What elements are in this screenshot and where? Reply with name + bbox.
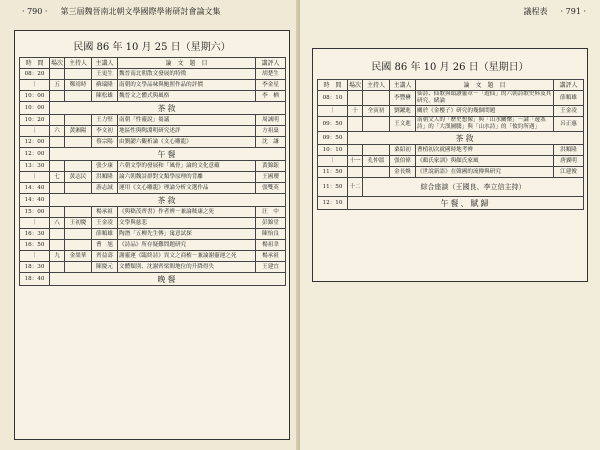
time-cell: 13：30 bbox=[20, 161, 50, 172]
speaker-cell: 洪順隆 bbox=[92, 172, 118, 183]
reviewer-cell: 呂正惠 bbox=[554, 117, 584, 132]
session-cell bbox=[348, 117, 363, 132]
table-row bbox=[318, 156, 584, 167]
time-cell: 18：30 bbox=[20, 262, 50, 273]
speaker-cell: 齊益壽 bbox=[92, 251, 118, 262]
topic-cell: 南朝文人的「歷史想像」與「山水關懷」－論「邊塞詩」的「大漢圖騰」與「山水詩」的「攸約所遇」 bbox=[416, 117, 554, 132]
table-header-row bbox=[20, 58, 286, 69]
schedule-table-day1 bbox=[19, 57, 286, 286]
speaker-cell: 楊承祖 bbox=[92, 207, 118, 218]
reviewer-cell: 江建俊 bbox=[554, 167, 584, 178]
chair-cell: 黃湘陽 bbox=[65, 126, 92, 137]
page-number: · 790 · bbox=[22, 7, 48, 16]
reviewer-cell: 方祖燊 bbox=[256, 126, 286, 137]
topic-cell: 南朝的文學品味與鮑照作品的評價 bbox=[118, 80, 256, 91]
column-header: 講評人 bbox=[554, 80, 584, 91]
book-title: 第三屆魏晉南北朝文學國際學術研討會論文集 bbox=[60, 7, 221, 16]
session-cell: 五 bbox=[50, 80, 65, 91]
table-row bbox=[20, 126, 286, 137]
topic-cell: 論六朝魏詩群對文類學原理的背離 bbox=[118, 172, 256, 183]
topic-cell: 南朝「性靈說」芻議 bbox=[118, 115, 256, 126]
break-label: 茶敘 bbox=[50, 102, 286, 115]
speaker-cell: 張少康 bbox=[92, 161, 118, 172]
speaker-cell: 薛順雄 bbox=[92, 229, 118, 240]
time-cell: 14：40 bbox=[20, 194, 50, 207]
time-cell: 10：00 bbox=[20, 91, 50, 102]
left-page-header bbox=[22, 6, 221, 17]
chair-cell bbox=[65, 183, 92, 194]
page-number: · 791 · bbox=[560, 7, 586, 16]
session-cell: 十二 bbox=[348, 178, 363, 197]
reviewer-cell: 張雙英 bbox=[256, 183, 286, 194]
table-row bbox=[318, 145, 584, 156]
break-label: 茶敘 bbox=[50, 194, 286, 207]
reviewer-cell: 王國瓔 bbox=[256, 172, 286, 183]
reviewer-cell: 周誠明 bbox=[256, 115, 286, 126]
speaker-cell: 曹 旭 bbox=[92, 240, 118, 251]
table-row bbox=[20, 161, 286, 172]
topic-cell: 陶潛「五柳先生傳」寓意試探 bbox=[118, 229, 256, 240]
topic-cell: 文體類別、沈謝齊梁間地位的升降得失 bbox=[118, 262, 256, 273]
chair-cell bbox=[65, 69, 92, 80]
topic-cell: 《顏氏家訓》與顏氏家風 bbox=[416, 156, 554, 167]
topic-cell: 運用《文心雕龍》理論分析文選作品 bbox=[118, 183, 256, 194]
chair-cell bbox=[363, 117, 390, 132]
schedule-sheet-day1 bbox=[14, 30, 290, 440]
topic-cell: 仙詩、仙歌與頌讚靈章－「遊仙」的六朝詩歌史料及其研究，緒論 bbox=[416, 91, 554, 106]
table-row bbox=[20, 207, 286, 218]
break-label: 茶敘 bbox=[348, 132, 584, 145]
break-row bbox=[318, 197, 584, 210]
speaker-cell: 蘇瑞隆 bbox=[92, 80, 118, 91]
reviewer-cell: 胡楚生 bbox=[256, 69, 286, 80]
session-cell bbox=[50, 161, 65, 172]
right-page-header bbox=[523, 6, 586, 17]
table-row bbox=[20, 240, 286, 251]
table-row bbox=[20, 229, 286, 240]
column-header: 主講人 bbox=[390, 80, 416, 91]
time-cell: ｜ bbox=[20, 172, 50, 183]
reviewer-cell: 黃錦鋐 bbox=[256, 161, 286, 172]
speaker-cell: 桑紹初 bbox=[390, 145, 416, 156]
session-cell bbox=[50, 240, 65, 251]
forum-label: 綜合座談（王國良、李立信主持） bbox=[363, 178, 584, 197]
topic-cell: 《與嵇茂齊書》作者辨－兼論嵇康之死 bbox=[118, 207, 256, 218]
time-cell: 18：40 bbox=[20, 273, 50, 286]
chair-cell bbox=[363, 145, 390, 156]
time-cell: 16：30 bbox=[20, 229, 50, 240]
reviewer-cell: 王金凌 bbox=[554, 106, 584, 117]
reviewer-cell: 沈 謙 bbox=[256, 137, 286, 148]
time-cell: 10：00 bbox=[20, 102, 50, 115]
table-row bbox=[20, 172, 286, 183]
topic-cell: 六朝文學的發展和「風骨」論的文化意蘊 bbox=[118, 161, 256, 172]
table-row bbox=[318, 91, 584, 106]
time-cell: ｜ bbox=[318, 156, 348, 167]
topic-cell: 曹植初次就國時地考辨 bbox=[416, 145, 554, 156]
time-cell: 08：10 bbox=[318, 91, 348, 106]
section-title: 議程表 bbox=[523, 7, 548, 16]
topic-cell: 謝靈運《臨終詩》異文之商榷－兼論謝靈運之死 bbox=[118, 251, 256, 262]
column-header: 時 間 bbox=[318, 80, 348, 91]
speaker-cell: 金長煥 bbox=[390, 167, 416, 178]
time-cell: ｜ bbox=[20, 126, 50, 137]
reviewer-cell: 楊祖聿 bbox=[256, 240, 286, 251]
chair-cell: 鄭靖時 bbox=[65, 80, 92, 91]
reviewer-cell: 汪 中 bbox=[256, 207, 286, 218]
time-cell: 11：50 bbox=[318, 178, 348, 197]
time-cell: 10：20 bbox=[20, 115, 50, 126]
time-cell: 12：00 bbox=[20, 148, 50, 161]
table-row bbox=[20, 183, 286, 194]
session-cell bbox=[50, 183, 65, 194]
schedule-sheet-day2 bbox=[312, 48, 588, 282]
topic-cell: 由劉勰六觀析論《文心雕龍》 bbox=[118, 137, 256, 148]
column-header: 主講人 bbox=[92, 58, 118, 69]
column-header: 時 間 bbox=[20, 58, 50, 69]
time-cell: 12：10 bbox=[318, 197, 348, 210]
topic-cell: 文學與慈悲 bbox=[118, 218, 256, 229]
time-cell: 14：40 bbox=[20, 183, 50, 194]
topic-cell: 《世說新語》在韓國的流傳與研究 bbox=[416, 167, 554, 178]
session-cell: 八 bbox=[50, 218, 65, 229]
chair-cell: 孔仲溫 bbox=[363, 156, 390, 167]
reviewer-cell: 李 栖 bbox=[256, 91, 286, 102]
speaker-cell: 王金凌 bbox=[92, 218, 118, 229]
session-cell bbox=[348, 167, 363, 178]
table-row bbox=[20, 91, 286, 102]
speaker-cell: 王文進 bbox=[390, 117, 416, 132]
column-header: 主持人 bbox=[65, 58, 92, 69]
break-label: 午餐、賦歸 bbox=[348, 197, 584, 210]
chair-cell bbox=[363, 167, 390, 178]
session-cell bbox=[50, 115, 65, 126]
table-row bbox=[20, 115, 286, 126]
chair-cell bbox=[65, 240, 92, 251]
table-row bbox=[20, 69, 286, 80]
speaker-cell: 陳松雄 bbox=[92, 91, 118, 102]
schedule-table-day2 bbox=[317, 79, 584, 210]
topic-cell: 魏晉南北朝散文發展的特徵 bbox=[118, 69, 256, 80]
time-cell: ｜ bbox=[20, 251, 50, 262]
chair-cell bbox=[65, 207, 92, 218]
column-header: 講評人 bbox=[256, 58, 286, 69]
column-header: 主持人 bbox=[363, 80, 390, 91]
session-cell bbox=[50, 262, 65, 273]
table-row bbox=[20, 218, 286, 229]
session-cell: 六 bbox=[50, 126, 65, 137]
speaker-cell: 陳慶元 bbox=[92, 262, 118, 273]
table-row bbox=[20, 251, 286, 262]
session-cell bbox=[348, 145, 363, 156]
session-cell bbox=[348, 91, 363, 106]
time-cell: 16：50 bbox=[20, 240, 50, 251]
table-row bbox=[20, 262, 286, 273]
session-cell bbox=[50, 229, 65, 240]
table-row bbox=[318, 106, 584, 117]
time-cell: 09：50 bbox=[318, 117, 348, 132]
reviewer-cell: 洪順隆 bbox=[554, 145, 584, 156]
speaker-cell: 劉躍進 bbox=[390, 106, 416, 117]
reviewer-cell: 薛順雄 bbox=[554, 91, 584, 106]
session-cell: 十一 bbox=[348, 156, 363, 167]
table-row bbox=[318, 117, 584, 132]
chair-cell: 王初慶 bbox=[65, 218, 92, 229]
time-cell: 11：50 bbox=[318, 167, 348, 178]
time-cell: 12：00 bbox=[20, 137, 50, 148]
topic-cell: 《詩品》所存疑難問題研究 bbox=[118, 240, 256, 251]
session-cell bbox=[50, 137, 65, 148]
time-cell: ｜ bbox=[20, 80, 50, 91]
session-cell: 九 bbox=[50, 251, 65, 262]
reviewer-cell: 彭錦堂 bbox=[256, 218, 286, 229]
right-page bbox=[300, 0, 600, 450]
column-header: 場次 bbox=[349, 81, 362, 89]
session-cell bbox=[50, 69, 65, 80]
break-label: 晚餐 bbox=[50, 273, 286, 286]
chair-cell: 黃志民 bbox=[65, 172, 92, 183]
speaker-cell: 游志誠 bbox=[92, 183, 118, 194]
session-cell bbox=[50, 91, 65, 102]
chair-cell bbox=[65, 137, 92, 148]
day-title: 民國 86 年 10 月 26 日（星期日） bbox=[371, 62, 529, 73]
session-cell: 十 bbox=[348, 106, 363, 117]
time-cell: 08：20 bbox=[20, 69, 50, 80]
speaker-cell: 李豐楙 bbox=[390, 91, 416, 106]
speaker-cell: 蔡宗陽 bbox=[92, 137, 118, 148]
time-cell: 09：50 bbox=[318, 132, 348, 145]
table-row bbox=[20, 137, 286, 148]
chair-cell: 金榮華 bbox=[65, 251, 92, 262]
table-row bbox=[318, 167, 584, 178]
column-header: 場次 bbox=[51, 59, 64, 67]
chair-cell bbox=[363, 91, 390, 106]
speaker-cell: 李文初 bbox=[92, 126, 118, 137]
time-cell: 10：10 bbox=[318, 145, 348, 156]
speaker-cell: 王更生 bbox=[92, 69, 118, 80]
break-row bbox=[318, 132, 584, 145]
table-row bbox=[20, 80, 286, 91]
chair-cell bbox=[65, 161, 92, 172]
speaker-cell: 王力堅 bbox=[92, 115, 118, 126]
chair-cell bbox=[65, 229, 92, 240]
break-label: 午餐 bbox=[50, 148, 286, 161]
reviewer-cell: 李金星 bbox=[256, 80, 286, 91]
day-title: 民國 86 年 10 月 25 日（星期六） bbox=[73, 42, 231, 53]
reviewer-cell: 唐翼明 bbox=[554, 156, 584, 167]
break-row bbox=[20, 273, 286, 286]
column-header: 論 文 題 目 bbox=[416, 80, 554, 91]
chair-cell bbox=[65, 115, 92, 126]
reviewer-cell: 王建宜 bbox=[256, 262, 286, 273]
chair-cell bbox=[65, 91, 92, 102]
reviewer-cell: 陳怡良 bbox=[256, 229, 286, 240]
break-row bbox=[20, 194, 286, 207]
topic-cell: 魏晉文之體式與風格 bbox=[118, 91, 256, 102]
column-header: 論 文 題 目 bbox=[118, 58, 256, 69]
table-header-row bbox=[318, 80, 584, 91]
time-cell: ｜ bbox=[318, 106, 348, 117]
time-cell: 15：00 bbox=[20, 207, 50, 218]
topic-cell: 地區性與陶淵明研究述評 bbox=[118, 126, 256, 137]
break-row bbox=[20, 102, 286, 115]
session-cell bbox=[50, 207, 65, 218]
break-row bbox=[20, 148, 286, 161]
reviewer-cell: 楊承祖 bbox=[256, 251, 286, 262]
speaker-cell: 張伯偉 bbox=[390, 156, 416, 167]
session-cell: 七 bbox=[50, 172, 65, 183]
forum-row bbox=[318, 178, 584, 197]
topic-cell: 關於《金樓子》研究的幾個問題 bbox=[416, 106, 554, 117]
chair-cell: 全寅初 bbox=[363, 106, 390, 117]
time-cell: ｜ bbox=[20, 218, 50, 229]
chair-cell bbox=[65, 262, 92, 273]
